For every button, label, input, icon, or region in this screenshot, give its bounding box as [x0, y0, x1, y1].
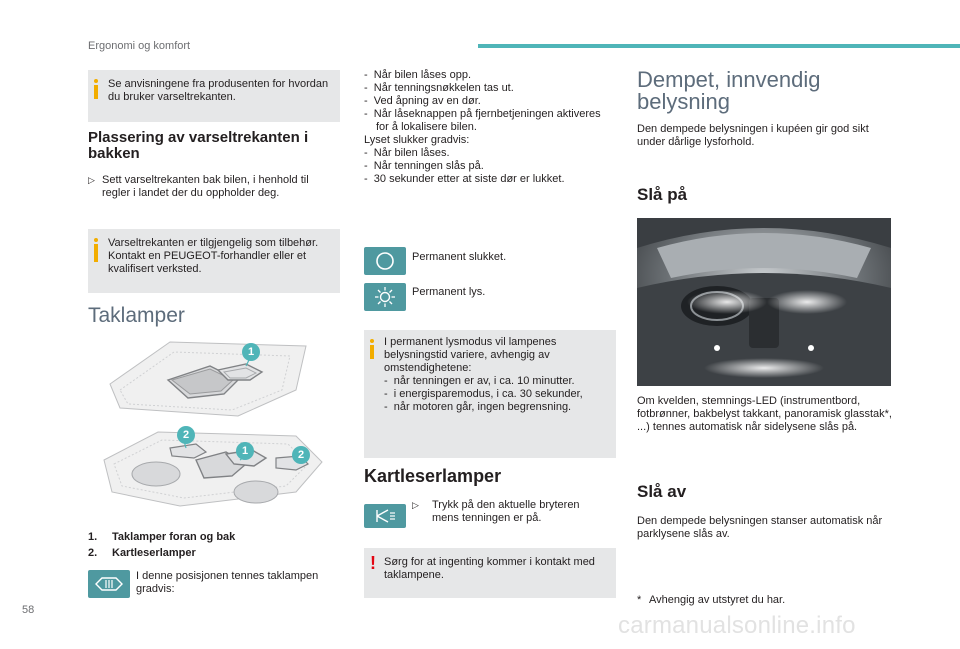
info-intro: I permanent lysmodus vil lampenes belysningstid variere, avhengig av omstendighetene:: [384, 336, 557, 374]
legend-number: 2.: [88, 547, 98, 559]
off-circle-icon: [364, 247, 406, 275]
legend-number: 1.: [88, 531, 98, 543]
header-accent-bar: [478, 44, 960, 48]
list-item: - Når bilen låses.: [364, 147, 450, 159]
warning-text: Sørg for at ingenting kommer i kontakt med taklampene.: [384, 556, 595, 581]
footnote-text: Avhengig av utstyret du har.: [649, 594, 786, 606]
light-on-list: [364, 69, 604, 186]
sla-av-heading: Slå av: [637, 482, 687, 501]
ceiling-lamp-illustration: [100, 336, 336, 516]
kartleser-bullet: [412, 499, 606, 525]
info-icon: [94, 79, 98, 99]
info-text: Se anvisningene fra produsenten for hvordan du bruker varseltrekanten.: [108, 78, 329, 103]
warning-icon: !: [370, 553, 376, 573]
callout-2-right: 2: [292, 446, 310, 464]
callout-2-left: 2: [177, 426, 195, 444]
footnote-star: *: [637, 594, 642, 606]
list-item: - 30 sekunder etter at siste dør er lukket.: [364, 173, 565, 185]
info-text: [384, 336, 610, 414]
list-item: - Når tenningsnøkkelen tas ut.: [364, 82, 514, 94]
page-number: 58: [22, 604, 35, 616]
arrow-bullet-icon: ▷: [88, 175, 95, 185]
info-box-manufacturer: [88, 70, 340, 122]
watermark: carmanualsonline.info: [618, 612, 856, 639]
list-item: - når tenningen er av, i ca. 10 minutter.: [384, 375, 575, 387]
info-text: Varseltrekanten er tilgjengelig som tilbehør. Kontakt en PEUGEOT-forhandler eller et kvalifisert verksted.: [108, 237, 319, 275]
callout-1-top: 1: [242, 343, 260, 361]
placement-bullet: [88, 174, 338, 200]
map-reading-icon: [364, 504, 406, 528]
callout-1-rear: 1: [236, 442, 254, 460]
kartleser-text: Trykk på den aktuelle bryteren mens tenningen er på.: [432, 499, 580, 524]
list-item: - i energisparemodus, i ca. 30 sekunder,: [384, 388, 583, 400]
taklamper-heading: Taklamper: [88, 304, 185, 327]
list-item: - Når tenningen slås på.: [364, 160, 484, 172]
info-box-accessory: [88, 229, 340, 293]
kartleser-heading: Kartleserlamper: [364, 466, 502, 486]
light-off-title: Lyset slukker gradvis:: [364, 134, 470, 146]
sun-icon: [364, 283, 406, 311]
front-lamp-unit: [110, 342, 306, 416]
warning-box: [364, 548, 616, 598]
legend-item-1: [88, 531, 235, 544]
arrow-bullet-icon: ▷: [412, 500, 419, 510]
legend-text: Taklamper foran og bak: [112, 531, 236, 543]
sla-pa-heading: Slå på: [637, 185, 688, 204]
dempet-text: Den dempede belysningen i kupéen gir god sikt under dårlige lysforhold.: [637, 123, 869, 148]
permanent-on-text: Permanent lys.: [412, 286, 486, 298]
placement-heading: Plassering av varseltrekanten i bakken: [88, 129, 309, 162]
dempet-heading-line2: belysning: [637, 89, 730, 114]
list-item: - Når bilen låses opp.: [364, 69, 471, 81]
photo-caption: Om kvelden, stemnings-LED (instrumentbord, fotbrønner, bakbelyst takkant, panoramisk glasstak*, ...) tennes automatisk når sidelysene slås på.: [637, 395, 892, 433]
list-item: - Ved åpning av en dør.: [364, 95, 481, 107]
legend-item-2: [88, 547, 196, 560]
legend-text: Kartleserlamper: [112, 547, 196, 559]
dempet-heading-line1: Dempet, innvendig: [637, 67, 821, 92]
interior-ambient-photo: [637, 218, 891, 386]
placement-text: Sett varseltrekanten bak bilen, i henhold til regler i landet der du oppholder deg.: [102, 174, 309, 199]
gradual-text: I denne posisjonen tennes taklampen gradvis:: [136, 570, 319, 595]
info-icon: [370, 339, 374, 359]
gradual-mode-icon: [88, 570, 130, 598]
info-icon: [94, 238, 98, 262]
rear-lamp-unit: [104, 432, 322, 506]
chapter-header: Ergonomi og komfort: [88, 40, 191, 52]
list-item: - når motoren går, ingen begrensning.: [384, 401, 572, 413]
info-box-permanent-mode: [364, 330, 616, 458]
sla-av-text: Den dempede belysningen stanser automatisk når parklysene slås av.: [637, 515, 883, 540]
permanent-off-text: Permanent slukket.: [412, 251, 507, 263]
dempet-heading: [637, 69, 937, 113]
footnote: [637, 594, 897, 607]
list-item: - Når låseknappen på fjernbetjeningen aktiveres for å lokalisere bilen.: [364, 108, 601, 133]
